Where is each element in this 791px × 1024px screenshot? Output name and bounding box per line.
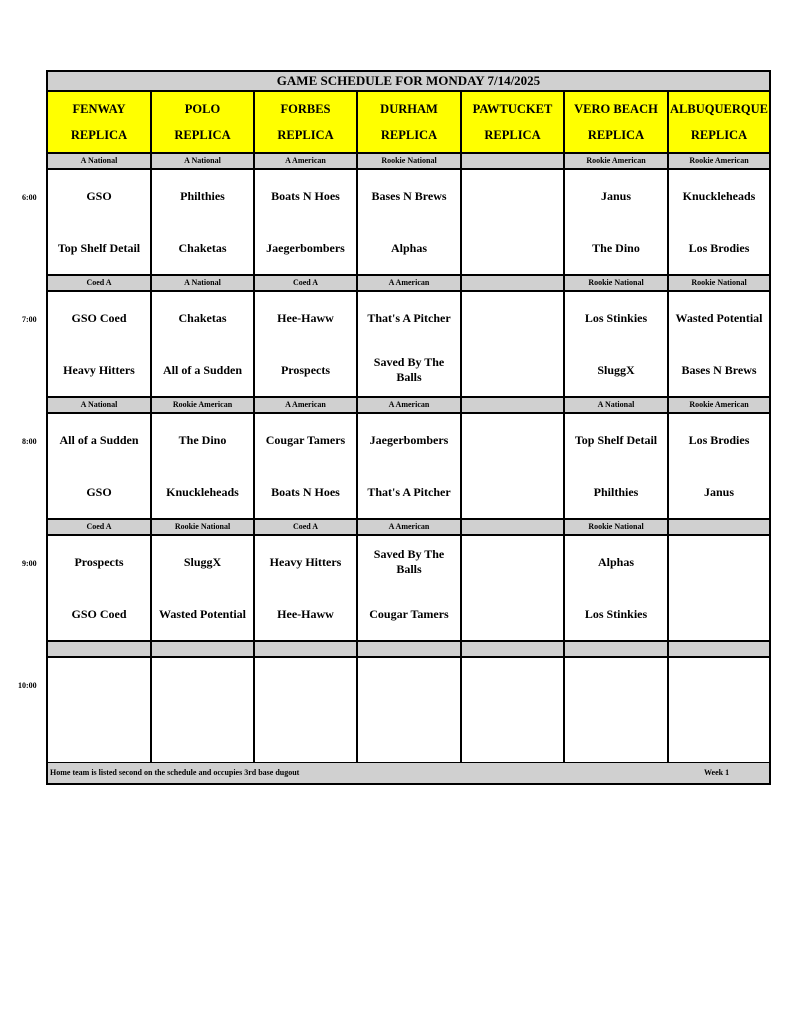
field-name: FENWAY <box>72 101 126 116</box>
game-row <box>48 536 773 642</box>
division-label: A American <box>358 398 462 414</box>
game-row <box>48 658 773 764</box>
home-team-note: Home team is listed second on the schedule and occupies 3rd base dugout <box>50 768 300 777</box>
game-cell <box>462 170 565 276</box>
home-team: The Dino <box>592 240 640 255</box>
game-cell <box>462 658 565 764</box>
game-cell <box>462 536 565 642</box>
time-label: 6:00 <box>22 193 37 202</box>
division-label <box>462 154 565 170</box>
game-cell <box>48 536 152 642</box>
home-team: All of a Sudden <box>162 362 243 377</box>
home-team: Prospects <box>280 362 331 377</box>
field-subtitle: REPLICA <box>277 127 334 142</box>
division-label: Coed A <box>255 520 358 536</box>
home-team: Boats N Hoes <box>271 484 340 499</box>
division-label: Rookie American <box>669 398 771 414</box>
home-team: SluggX <box>597 362 635 377</box>
division-label: A National <box>152 154 255 170</box>
home-team: Chaketas <box>178 240 227 255</box>
division-row <box>48 276 773 292</box>
home-team: Wasted Potential <box>159 606 246 621</box>
away-team: SluggX <box>183 554 222 569</box>
division-label: A American <box>358 520 462 536</box>
division-label <box>462 642 565 658</box>
game-cell <box>669 292 771 398</box>
home-team: Philthies <box>593 484 639 499</box>
division-label <box>669 642 771 658</box>
away-team: Janus <box>600 188 632 203</box>
field-header-row <box>48 92 773 154</box>
division-row <box>48 398 773 414</box>
division-label: Rookie National <box>358 154 462 170</box>
division-label <box>669 520 771 536</box>
home-team: That's A Pitcher <box>367 484 451 499</box>
field-name: DURHAM <box>380 101 438 116</box>
division-label <box>152 642 255 658</box>
home-team: Heavy Hitters <box>63 362 135 377</box>
division-row <box>48 154 773 170</box>
away-team: Boats N Hoes <box>271 188 340 203</box>
division-label <box>358 642 462 658</box>
away-team: GSO <box>86 188 112 203</box>
field-header-6 <box>669 92 771 154</box>
home-team: Saved By The Balls <box>373 355 445 384</box>
home-team: Los Stinkies <box>584 606 648 621</box>
game-cell <box>669 170 771 276</box>
away-team: The Dino <box>178 432 227 447</box>
away-team: Alphas <box>597 554 635 569</box>
home-team: Cougar Tamers <box>369 606 449 621</box>
home-team: Janus <box>703 484 735 499</box>
game-cell <box>565 170 669 276</box>
footer-bar <box>46 763 771 785</box>
division-label: A National <box>48 398 152 414</box>
division-row <box>48 520 773 536</box>
time-label: 8:00 <box>22 437 37 446</box>
home-team: GSO Coed <box>71 606 127 621</box>
division-label: Coed A <box>48 520 152 536</box>
game-row <box>48 170 773 276</box>
away-team: Chaketas <box>178 310 227 325</box>
away-team: Wasted Potential <box>675 310 763 325</box>
division-label <box>462 276 565 292</box>
away-team: Bases N Brews <box>371 188 447 203</box>
game-cell <box>358 414 462 520</box>
game-cell <box>255 170 358 276</box>
game-row <box>48 292 773 398</box>
field-subtitle: REPLICA <box>587 127 645 142</box>
time-label: 9:00 <box>22 559 37 568</box>
home-team: Alphas <box>390 240 428 255</box>
game-cell <box>565 292 669 398</box>
game-cell <box>48 658 152 764</box>
game-cell <box>669 658 771 764</box>
division-label: A National <box>48 154 152 170</box>
division-label: A American <box>255 398 358 414</box>
game-cell <box>152 414 255 520</box>
game-cell <box>48 414 152 520</box>
division-label: Coed A <box>255 276 358 292</box>
away-team: Saved By The Balls <box>373 547 445 576</box>
home-team: Jaegerbombers <box>266 240 345 255</box>
field-subtitle: REPLICA <box>484 127 541 142</box>
game-cell <box>255 536 358 642</box>
division-label: Rookie National <box>152 520 255 536</box>
game-cell <box>48 292 152 398</box>
away-team: Heavy Hitters <box>269 554 342 569</box>
game-cell <box>669 536 771 642</box>
division-label: A National <box>565 398 669 414</box>
away-team: That's A Pitcher <box>367 310 451 325</box>
week-label: Week 1 <box>704 768 730 777</box>
field-header-1 <box>152 92 255 154</box>
schedule-grid <box>46 92 773 764</box>
field-subtitle: REPLICA <box>174 127 231 142</box>
division-label: Rookie American <box>565 154 669 170</box>
schedule-title: GAME SCHEDULE FOR MONDAY 7/14/2025 <box>46 70 771 92</box>
field-name: VERO BEACH <box>574 101 658 116</box>
away-team: Philthies <box>180 188 225 203</box>
away-team: Knuckleheads <box>682 188 756 203</box>
field-name: PAWTUCKET <box>472 101 553 116</box>
away-team: Top Shelf Detail <box>574 432 658 447</box>
field-subtitle: REPLICA <box>70 127 128 142</box>
field-header-3 <box>358 92 462 154</box>
division-label: A American <box>358 276 462 292</box>
division-label <box>462 520 565 536</box>
division-label <box>462 398 565 414</box>
field-name: POLO <box>184 101 221 116</box>
away-team: All of a Sudden <box>59 432 139 447</box>
game-cell <box>462 414 565 520</box>
game-row <box>48 414 773 520</box>
game-cell <box>462 292 565 398</box>
game-cell <box>152 536 255 642</box>
game-cell <box>152 292 255 398</box>
division-label <box>255 642 358 658</box>
game-cell <box>565 414 669 520</box>
field-name: FORBES <box>280 101 331 116</box>
division-label: A American <box>255 154 358 170</box>
field-header-4 <box>462 92 565 154</box>
home-team: Los Brodies <box>688 240 750 255</box>
game-cell <box>565 658 669 764</box>
home-team: GSO <box>86 484 112 499</box>
division-label: Rookie National <box>565 520 669 536</box>
game-cell <box>48 170 152 276</box>
away-team: GSO Coed <box>71 310 127 325</box>
division-label <box>48 642 152 658</box>
game-cell <box>358 170 462 276</box>
game-cell <box>565 536 669 642</box>
game-cell <box>152 658 255 764</box>
field-header-2 <box>255 92 358 154</box>
game-cell <box>152 170 255 276</box>
division-row <box>48 642 773 658</box>
away-team: Los Brodies <box>688 432 750 447</box>
away-team: Los Stinkies <box>584 310 648 325</box>
game-cell <box>669 414 771 520</box>
game-cell <box>255 414 358 520</box>
away-team: Cougar Tamers <box>265 432 346 447</box>
division-label: Rookie National <box>669 276 771 292</box>
away-team: Prospects <box>74 554 124 569</box>
time-label: 7:00 <box>22 315 37 324</box>
division-label: A National <box>152 276 255 292</box>
division-label <box>565 642 669 658</box>
field-header-0 <box>48 92 152 154</box>
division-label: Rookie American <box>669 154 771 170</box>
game-cell <box>358 658 462 764</box>
game-cell <box>358 536 462 642</box>
division-label: Coed A <box>48 276 152 292</box>
home-team: Top Shelf Detail <box>57 240 141 255</box>
game-cell <box>255 658 358 764</box>
away-team: Hee-Haww <box>277 310 334 325</box>
field-header-5 <box>565 92 669 154</box>
home-team: Hee-Haww <box>277 606 334 621</box>
game-cell <box>358 292 462 398</box>
field-subtitle: REPLICA <box>380 127 438 142</box>
home-team: Bases N Brews <box>681 362 757 377</box>
field-subtitle: REPLICA <box>690 127 748 142</box>
home-team: Knuckleheads <box>166 484 239 499</box>
field-name: ALBUQUERQUE <box>670 101 768 116</box>
division-label: Rookie American <box>152 398 255 414</box>
game-cell <box>255 292 358 398</box>
division-label: Rookie National <box>565 276 669 292</box>
time-label: 10:00 <box>18 681 37 690</box>
away-team: Jaegerbombers <box>369 432 449 447</box>
